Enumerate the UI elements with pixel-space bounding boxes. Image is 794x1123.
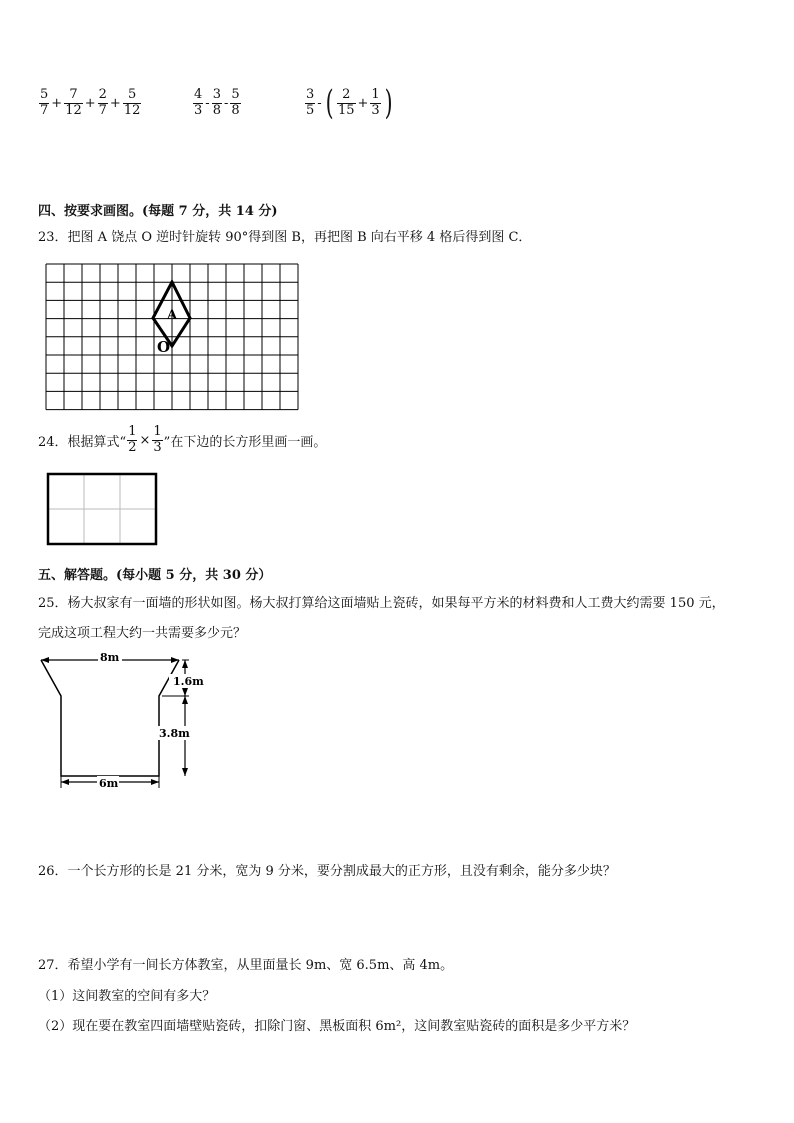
q23-grid-figure <box>44 262 302 412</box>
numerator: 3 <box>306 86 315 102</box>
denominator: 7 <box>40 102 49 118</box>
numerator: 5 <box>40 87 49 102</box>
fraction <box>64 88 83 119</box>
q24-suffix: ”在下边的长方形里画一画。 <box>163 434 327 450</box>
numerator: 5 <box>127 87 137 102</box>
denominator: 3 <box>371 102 380 118</box>
denominator: 5 <box>306 102 315 118</box>
operator: - <box>205 95 210 111</box>
label-a: A <box>167 308 178 323</box>
denominator: 8 <box>212 102 221 118</box>
times-sign: × <box>139 432 151 448</box>
operator: + <box>109 95 121 111</box>
question-25-line-1: 25．杨大叔家有一面墙的形状如图。杨大叔打算给这面墙贴上瓷砖，如果每平方米的材料费和人工费大约需要 150 元， <box>38 596 725 611</box>
grid-lines <box>46 264 298 410</box>
expression-1 <box>38 88 142 119</box>
dim-bottom-label: 6m <box>99 777 119 790</box>
question-27-text: 27．希望小学有一间长方体教室，从里面量长 9m、宽 6.5m、高 4m。 <box>38 958 454 973</box>
denominator: 12 <box>123 102 141 118</box>
denominator: 7 <box>98 102 107 118</box>
expression-3 <box>304 83 395 123</box>
question-23-text: 23．把图 A 饶点 O 逆时针旋转 90°得到图 B，再把图 B 向右平移 4 格后得到图 C． <box>38 230 532 245</box>
section-5-heading: 五、解答题。(每小题 5 分，共 30 分） <box>38 568 272 583</box>
dim-lower-label: 3.8m <box>159 727 190 740</box>
fraction <box>337 88 356 119</box>
denominator: 12 <box>65 102 82 118</box>
numerator: 1 <box>371 86 380 102</box>
operator: - <box>317 95 322 111</box>
question-25-line-2: 完成这项工程大约一共需要多少元？ <box>38 626 247 641</box>
q24-fraction-2: $\frac{1}{3}$ <box>153 424 162 455</box>
fraction <box>370 88 380 119</box>
numerator: 3 <box>212 87 221 102</box>
parenthesis: ( <box>325 83 334 123</box>
question-24-text <box>38 425 326 456</box>
section-4-heading: 四、按要求画图。(每题 7 分，共 14 分) <box>38 204 278 219</box>
label-o: O <box>157 338 171 356</box>
dim-upper-label: 1.6m <box>173 675 204 688</box>
operator: + <box>51 95 63 111</box>
fraction <box>212 88 222 119</box>
parenthesis: ) <box>384 83 393 123</box>
question-27-sub-2: （2）现在要在教室四面墙壁贴瓷砖，扣除门窗、黑板面积 6m²，这间教室贴瓷砖的面积是多少平方米？ <box>38 1019 636 1034</box>
question-27-sub-1: （1）这间教室的空间有多大？ <box>38 989 216 1004</box>
fraction <box>123 88 142 119</box>
operator: - <box>223 95 229 111</box>
fraction <box>193 88 203 119</box>
q24-rectangle <box>46 472 160 548</box>
question-26-text: 26．一个长方形的长是 21 分米，宽为 9 分米，要分割成最大的正方形，且没有剩余，能分多少块？ <box>38 864 616 879</box>
denominator: 15 <box>337 102 355 118</box>
q24-prefix: 24．根据算式“ <box>38 434 127 450</box>
q24-fraction-1: $\frac{1}{2}$ <box>128 424 137 455</box>
wall-shape-figure <box>30 646 220 796</box>
denominator: 3 <box>194 102 203 118</box>
dim-top-label: 8m <box>100 651 120 664</box>
numerator: 2 <box>98 87 107 102</box>
numerator: 7 <box>69 87 78 102</box>
expression-2 <box>192 88 242 119</box>
operator: + <box>84 95 96 111</box>
fraction <box>305 88 315 119</box>
fraction <box>230 88 240 119</box>
numerator: 4 <box>194 87 203 102</box>
fraction <box>39 88 49 119</box>
denominator: 8 <box>231 102 240 118</box>
operator: + <box>357 95 369 111</box>
numerator: 5 <box>231 87 240 102</box>
wall-outline <box>41 660 179 776</box>
fraction <box>98 88 108 119</box>
numerator: 2 <box>342 86 351 102</box>
